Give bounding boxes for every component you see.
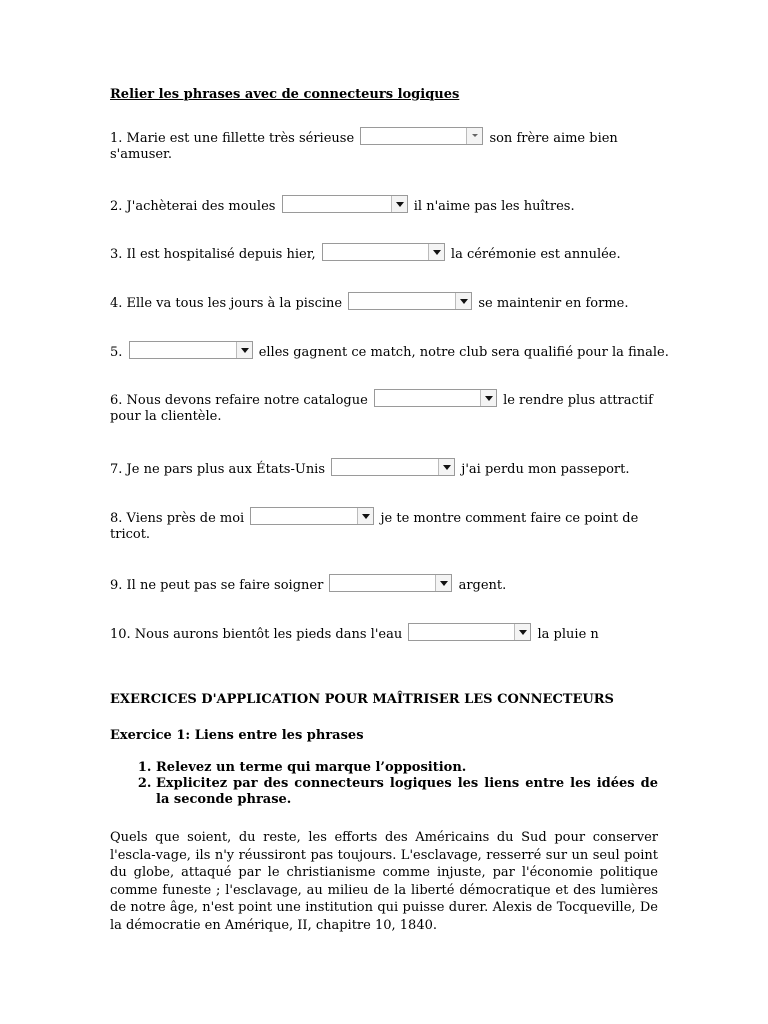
exercise-6-dropdown[interactable] bbox=[374, 389, 497, 407]
chevron-down-icon bbox=[391, 196, 407, 212]
exercise-1-continuation: s'amuser. bbox=[110, 147, 172, 162]
exercise-1 bbox=[110, 127, 618, 147]
exercise-3 bbox=[110, 243, 621, 263]
chevron-down-icon bbox=[357, 508, 373, 524]
exercise-10-after: la pluie n bbox=[537, 627, 599, 642]
exercise-8-after: je te montre comment faire ce point de bbox=[380, 511, 639, 526]
exercise-2-before: 2. J'achèterai des moules bbox=[110, 199, 276, 214]
exercise-7 bbox=[110, 458, 629, 478]
exercise-4-after: se maintenir en forme. bbox=[478, 296, 629, 311]
exercise-2-dropdown[interactable] bbox=[282, 195, 408, 213]
exercise-subheading: Exercice 1: Liens entre les phrases bbox=[110, 728, 364, 743]
exercise-10-before: 10. Nous aurons bientôt les pieds dans l'eau bbox=[110, 627, 403, 642]
exercise-1-dropdown[interactable] bbox=[360, 127, 483, 145]
exercise-6 bbox=[110, 389, 653, 409]
chevron-down-icon bbox=[466, 128, 482, 144]
exercise-9-after: argent. bbox=[458, 578, 507, 593]
exercise-3-before: 3. Il est hospitalisé depuis hier, bbox=[110, 247, 316, 262]
exercise-8 bbox=[110, 507, 638, 527]
exercise-1-before: 1. Marie est une fillette très sérieuse bbox=[110, 131, 355, 146]
exercise-6-continuation: pour la clientèle. bbox=[110, 409, 222, 424]
exercise-7-before: 7. Je ne pars plus aux États-Unis bbox=[110, 462, 326, 477]
question-list bbox=[110, 760, 658, 808]
section-heading: EXERCICES D'APPLICATION POUR MAÎTRISER LES CONNECTEURS bbox=[110, 692, 614, 707]
exercise-10-dropdown[interactable] bbox=[408, 623, 531, 641]
chevron-down-icon bbox=[435, 575, 451, 591]
chevron-down-icon bbox=[455, 293, 471, 309]
exercise-4 bbox=[110, 292, 629, 312]
quote-paragraph: Quels que soient, du reste, les efforts des Américains du Sud pour conserver l'escla-vage, ils n'y réussiront pas toujours. L'esclavage, resserré sur un seul point du globe, attaqué par le christianisme comme injuste, par l'économie politique comme funeste ; l'esclavage, au milieu de la liberté démocratique et des lumières de notre âge, n'est point une institution qui puisse durer. Alexis de Tocqueville, De la démocratie en Amérique, II, chapitre 10, 1840. bbox=[110, 830, 658, 933]
chevron-down-icon bbox=[480, 390, 496, 406]
exercise-5-before: 5. bbox=[110, 345, 123, 360]
exercise-5 bbox=[110, 341, 669, 361]
exercise-2 bbox=[110, 195, 575, 215]
exercise-4-dropdown[interactable] bbox=[348, 292, 472, 310]
question-item: 1. Relevez un terme qui marque l’opposition. bbox=[156, 760, 658, 776]
chevron-down-icon bbox=[438, 459, 454, 475]
question-item: 2. Explicitez par des connecteurs logiques les liens entre les idées de la seconde phrase. bbox=[156, 776, 658, 808]
chevron-down-icon bbox=[428, 244, 444, 260]
exercise-5-after: elles gagnent ce match, notre club sera qualifié pour la finale. bbox=[258, 345, 669, 360]
exercise-8-dropdown[interactable] bbox=[250, 507, 374, 525]
exercise-9-dropdown[interactable] bbox=[329, 574, 452, 592]
page-title: Relier les phrases avec de connecteurs logiques bbox=[110, 87, 460, 102]
exercise-1-after: son frère aime bien bbox=[489, 131, 618, 146]
exercise-3-dropdown[interactable] bbox=[322, 243, 445, 261]
exercise-7-after: j'ai perdu mon passeport. bbox=[461, 462, 630, 477]
exercise-9-before: 9. Il ne peut pas se faire soigner bbox=[110, 578, 324, 593]
exercise-4-before: 4. Elle va tous les jours à la piscine bbox=[110, 296, 343, 311]
exercise-3-after: la cérémonie est annulée. bbox=[450, 247, 621, 262]
exercise-8-before: 8. Viens près de moi bbox=[110, 511, 245, 526]
exercise-6-before: 6. Nous devons refaire notre catalogue bbox=[110, 393, 368, 408]
chevron-down-icon bbox=[236, 342, 252, 358]
exercise-5-dropdown[interactable] bbox=[129, 341, 253, 359]
exercise-10 bbox=[110, 623, 599, 643]
exercise-8-continuation: tricot. bbox=[110, 527, 151, 542]
chevron-down-icon bbox=[514, 624, 530, 640]
exercise-9 bbox=[110, 574, 506, 594]
exercise-7-dropdown[interactable] bbox=[331, 458, 455, 476]
exercise-6-after: le rendre plus attractif bbox=[503, 393, 653, 408]
exercise-2-after: il n'aime pas les huîtres. bbox=[413, 199, 575, 214]
